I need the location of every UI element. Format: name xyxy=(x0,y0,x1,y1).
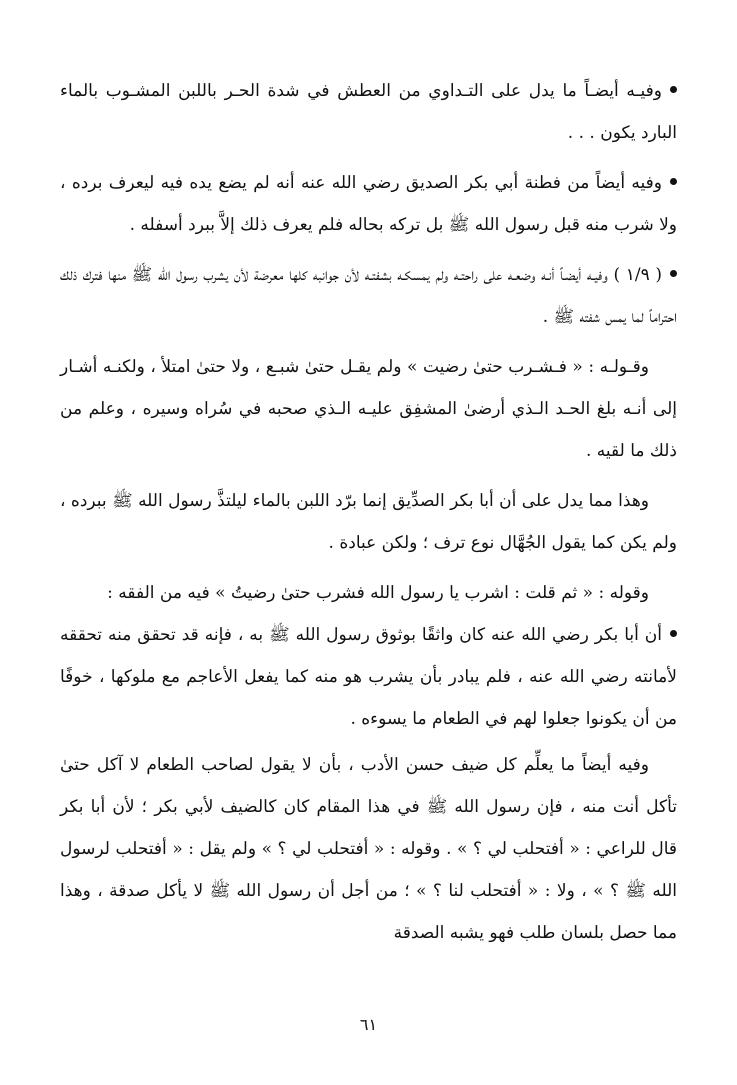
paragraph-8 xyxy=(60,744,677,954)
paragraph-3 xyxy=(60,254,677,338)
paragraph-4 xyxy=(60,346,677,472)
page-number: ٦١ xyxy=(359,1015,378,1034)
paragraph-text: وهذا مما يدل على أن أبا بكر الصدِّيق إنما برّد اللبن بالماء ليلتذَّ رسول الله ﷺ ببرده ، ولم يكن كما يقول الجُهَّال نوع ترف ؛ ولكن عبادة . xyxy=(60,491,677,553)
paragraph-text: وفيـه أيضـاً ما يدل على التـداوي من العطش في شدة الحـر باللبن المشـوب بالماء البارد يكون . . . xyxy=(60,81,677,143)
paragraph-text: وقـولـه : « فـشـرب حتىٰ رضيت » ولم يقـل حتىٰ شبـع ، ولا حتىٰ امتلأ ، ولكنـه أشـار إلى أنـه بلغ الحـد الـذي أرضىٰ المشفِق عليـه الـذي صحبه في سُراه وسيره ، وعلم من ذلك ما لقيه . xyxy=(60,357,677,461)
paragraph-1 xyxy=(60,70,677,154)
paragraph-7 xyxy=(60,614,677,740)
body-text xyxy=(60,70,677,954)
bullet-icon xyxy=(670,178,677,185)
paragraph-text: ( ١/٩ ) وفيـه أيضـاً أنـه وضعـه على راحتـه ولم يمسكـه بشفتـه لأن جوانبه كلها معرضة لأن يشرب رسول الله ﷺ منها فترك ذلك احتراماً لما يمس شفته ﷺ . xyxy=(60,265,677,327)
bullet-icon xyxy=(670,270,677,277)
paragraph-6 xyxy=(60,572,677,614)
paragraph-2 xyxy=(60,162,677,246)
paragraph-text: أن أبا بكر رضي الله عنه كان واثقًا بوثوق رسول الله ﷺ به ، فإنه قد تحقق منه تحققه لأمانته رضي الله عنه ، فلم يبادر بأن يشرب هو منه كما يفعل الأعاجم مع ملوكها ، خوفًا من أن يكونوا جعلوا لهم في الطعام ما يسوءه . xyxy=(60,625,677,729)
bullet-icon xyxy=(670,86,677,93)
paragraph-text: وقوله : « ثم قلت : اشرب يا رسول الله فشرب حتىٰ رضيتُ » فيه من الفقه : xyxy=(107,583,649,603)
paragraph-text: وفيه أيضاً ما يعلِّم كل ضيف حسن الأدب ، بأن لا يقول لصاحب الطعام لا آكل حتىٰ تأكل أنت منه ، فإن رسول الله ﷺ في هذا المقام كان كالضيف لأبي بكر ؛ لأن أبا بكر قال للراعي : « أفتحلب لي ؟ » . وقوله : « أفتحلب لي ؟ » ولم يقل : « أفتحلب لرسول الله ﷺ ؟ » ، ولا : « أفتحلب لنا ؟ » ؛ من أجل أن رسول الله ﷺ لا يأكل صدقة ، وهذا مما حصل بلسان طلب فهو يشبه الصدقة xyxy=(60,755,677,943)
bullet-icon xyxy=(670,630,677,637)
paragraph-5 xyxy=(60,480,677,564)
paragraph-text: وفيه أيضاً من فطنة أبي بكر الصديق رضي الله عنه أنه لم يضع يده فيه ليعرف برده ، ولا شرب منه قبل رسول الله ﷺ بل تركه بحاله فلم يعرف ذلك إلاَّ ببرد أسفله . xyxy=(60,173,677,235)
